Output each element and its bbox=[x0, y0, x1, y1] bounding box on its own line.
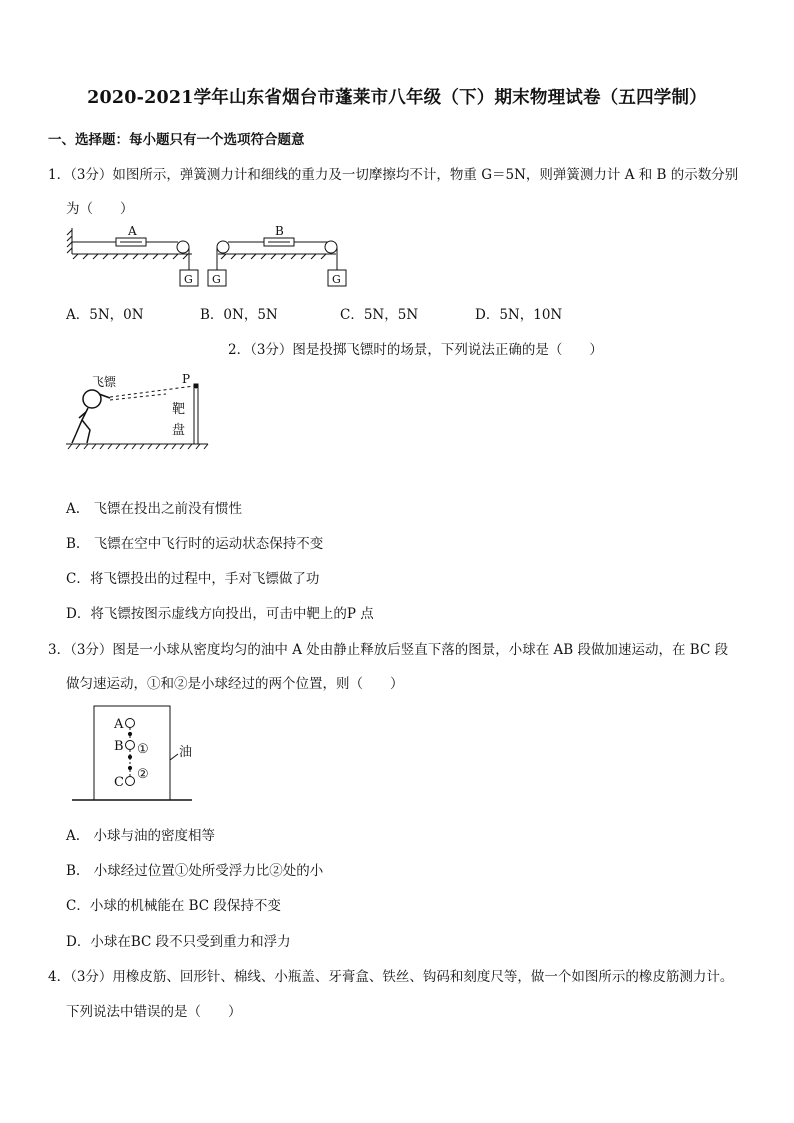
weight-label-2: G bbox=[212, 273, 221, 286]
question-3-option-c: C．小球的机械能在 BC 段保持不变 bbox=[66, 898, 281, 914]
table-2 bbox=[218, 254, 336, 259]
ball-c bbox=[126, 777, 135, 786]
position-2-label: ② bbox=[137, 767, 149, 782]
page-title: 2020-2021学年山东省烟台市蓬莱市八年级（下）期末物理试卷（五四学制） bbox=[87, 88, 707, 108]
position-1-label: ① bbox=[137, 742, 149, 757]
question-2-option-c: C．将飞镖投出的过程中，手对飞镖做了功 bbox=[66, 571, 320, 587]
board-label-1: 靶 bbox=[172, 402, 186, 417]
ground bbox=[66, 444, 208, 449]
pulley-2-right bbox=[325, 241, 337, 270]
point-c-label: C bbox=[114, 775, 124, 790]
trajectory-dashed-line-2 bbox=[110, 394, 166, 400]
ball-a bbox=[126, 719, 135, 728]
question-1-option-c: C．5N，5N bbox=[340, 307, 419, 323]
dartboard bbox=[194, 384, 198, 444]
question-2-option-b: B. 飞镖在空中飞行时的运动状态保持不变 bbox=[66, 536, 324, 552]
question-1-option-a: A．5N，0N bbox=[66, 307, 144, 323]
question-1-figure bbox=[66, 222, 366, 290]
dart-label: 飞镖 bbox=[92, 375, 117, 389]
weight-label-3: G bbox=[332, 273, 341, 286]
weight-label-1: G bbox=[184, 273, 193, 286]
question-1-stem-line1: 1．（3分）如图所示，弹簧测力计和细线的重力及一切摩擦均不计，物重 G＝5N，则弹簧测力计 A 和 B 的示数分别 bbox=[48, 167, 739, 183]
point-p-label: P bbox=[182, 372, 191, 386]
oil-label: 油 bbox=[179, 745, 193, 760]
question-3-stem-line1: 3．（3分）图是一小球从密度均匀的油中 A 处由静止释放后竖直下落的图景，小球在 AB 段做加速运动，在 BC 段 bbox=[48, 642, 729, 658]
question-4-stem-line1: 4．（3分）用橡皮筋、回形针、棉线、小瓶盖、牙膏盒、铁丝、钩码和刻度尺等，做一个如图所示的橡皮筋测力计。 bbox=[48, 969, 734, 985]
ball-b bbox=[126, 741, 135, 750]
question-2-option-a: A. 飞镖在投出之前没有惯性 bbox=[66, 501, 243, 517]
question-1-option-d: D．5N，10N bbox=[475, 307, 563, 323]
question-2-stem: 2．（3分）图是投掷飞镖时的场景，下列说法正确的是（ ） bbox=[228, 342, 603, 358]
point-a-label: A bbox=[114, 717, 124, 732]
question-3-option-b: B. 小球经过位置①处所受浮力比②处的小 bbox=[66, 863, 324, 879]
question-1-option-b: B．0N，5N bbox=[200, 307, 278, 323]
left-wall bbox=[67, 228, 72, 254]
label-a: A bbox=[128, 224, 137, 238]
question-1-stem-line2: 为（ ） bbox=[66, 201, 134, 217]
spring-scale-b bbox=[228, 238, 331, 246]
section-heading: 一、选择题：每小题只有一个选项符合题意 bbox=[48, 132, 305, 148]
spring-scale-a bbox=[72, 238, 178, 246]
question-3-stem-line2: 做匀速运动，①和②是小球经过的两个位置，则（ ） bbox=[66, 676, 404, 692]
thrower-figure bbox=[72, 390, 110, 443]
question-3-option-a: A. 小球与油的密度相等 bbox=[66, 828, 216, 844]
question-3-option-d: D．小球在BC 段不只受到重力和浮力 bbox=[66, 934, 291, 950]
question-3-figure bbox=[70, 704, 220, 806]
label-b: B bbox=[275, 224, 284, 238]
board-label-2: 盘 bbox=[172, 423, 186, 438]
point-b-label: B bbox=[114, 739, 124, 754]
question-4-stem-line2: 下列说法中错误的是（ ） bbox=[66, 1004, 242, 1020]
pulley-2-left bbox=[217, 241, 229, 270]
question-2-option-d: D．将飞镖按图示虚线方向投出，可击中靶上的P 点 bbox=[66, 606, 374, 622]
question-2-figure bbox=[66, 368, 211, 453]
table-1 bbox=[72, 254, 192, 259]
oil-leader-line bbox=[170, 754, 178, 760]
